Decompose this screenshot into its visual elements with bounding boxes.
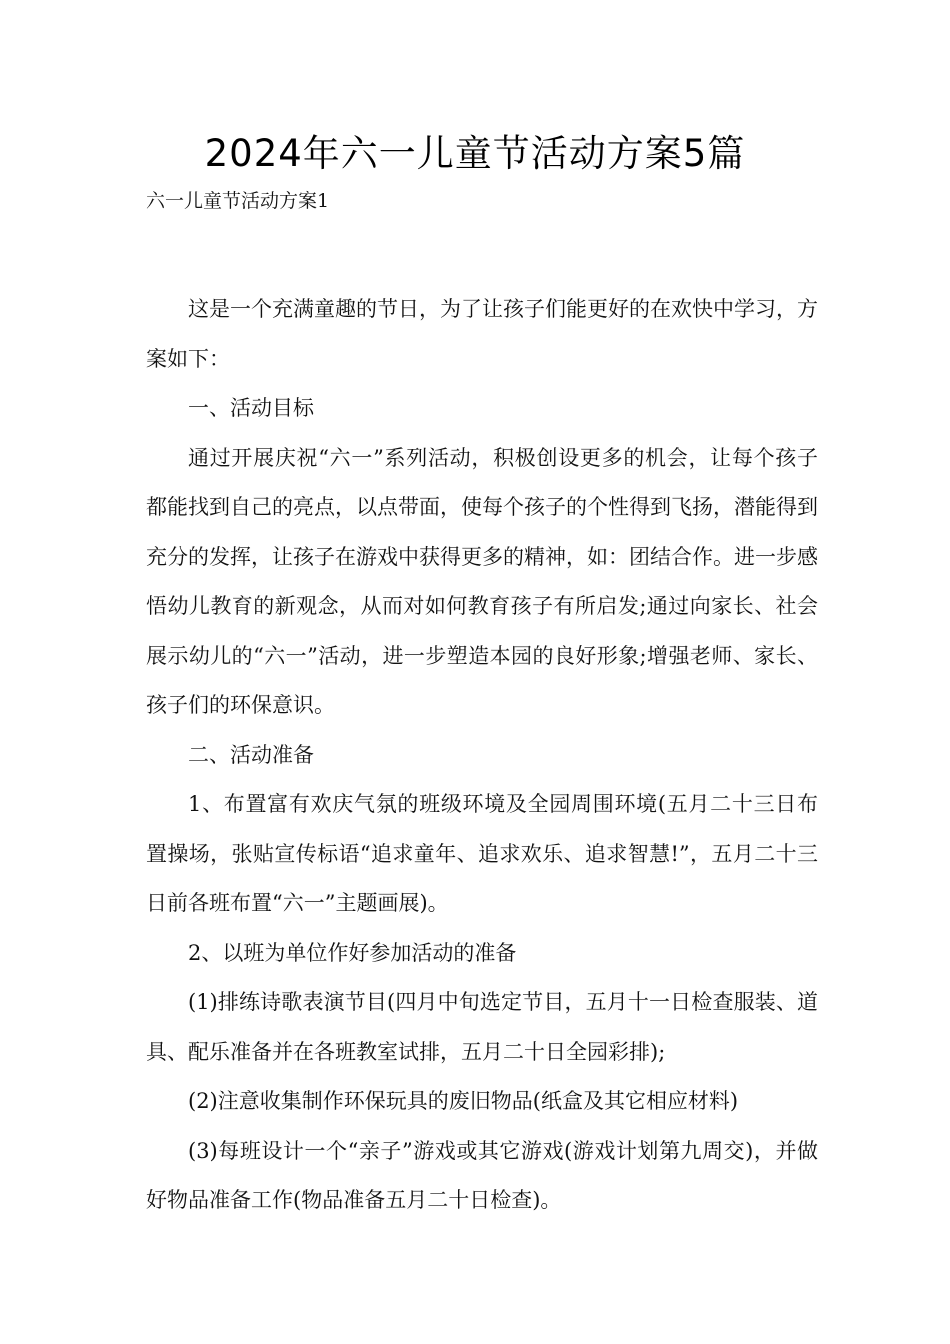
- paragraph-prep-2-3: (3)每班设计一个“亲子”游戏或其它游戏(游戏计划第九周交)，并做好物品准备工作(物品准备五月二十日检查)。: [146, 1138, 818, 1212]
- document-title: 2024年六一儿童节活动方案5篇: [204, 132, 746, 175]
- document-subtitle: 六一儿童节活动方案1: [146, 190, 330, 212]
- paragraph-prep-1: 1、布置富有欢庆气氛的班级环境及全园周围环境(五月二十三日布置操场，张贴宣传标语“追求童年、追求欢乐、追求智慧!”，五月二十三日前各班布置“六一”主题画展)。: [146, 792, 818, 915]
- paragraph-prep-2-2: (2)注意收集制作环保玩具的废旧物品(纸盒及其它相应材料): [188, 1089, 739, 1113]
- document-body: [146, 285, 818, 1226]
- heading-activity-preparation: 二、活动准备: [188, 742, 314, 767]
- heading-activity-goals: 一、活动目标: [188, 396, 314, 420]
- paragraph-intro: 这是一个充满童趣的节日，为了让孩子们能更好的在欢快中学习，方案如下：: [146, 297, 818, 371]
- paragraph-goals: 通过开展庆祝“六一”系列活动，积极创设更多的机会，让每个孩子都能找到自己的亮点，以点带面，使每个孩子的个性得到飞扬，潜能得到充分的发挥，让孩子在游戏中获得更多的精神，如：团结合作。进一步感悟幼儿教育的新观念，从而对如何教育孩子有所启发;通过向家长、社会展示幼儿的“六一”活动，进一步塑造本园的良好形象;增强老师、家长、孩子们的环保意识。: [146, 445, 818, 717]
- paragraph-prep-2-1: (1)排练诗歌表演节目(四月中旬选定节目，五月十一日检查服装、道具、配乐准备并在各班教室试排，五月二十日全园彩排);: [146, 990, 818, 1064]
- paragraph-prep-2: 2、以班为单位作好参加活动的准备: [188, 940, 517, 965]
